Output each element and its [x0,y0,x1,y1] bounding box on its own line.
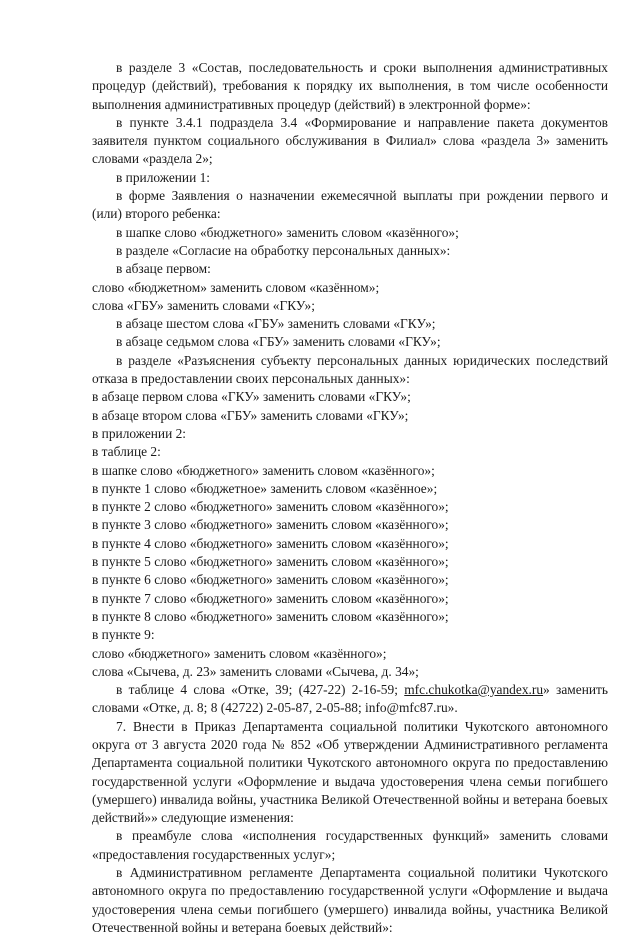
amendment-paragraph: в пункте 3 слово «бюджетного» заменить словом «казённого»; [92,517,449,533]
amendment-paragraph: в абзаце шестом слова «ГБУ» заменить словами «ГКУ»; [116,316,436,332]
amendment-paragraph: слово «бюджетном» заменить словом «казённом»; [92,279,380,295]
section-7-paragraph: 7. Внести в Приказ Департамента социальной политики Чукотского автономного округа от 3 августа 2020 года № 852 «Об утверждении Административного регламента Департамента социальной политики Чукотского автономного округа по предоставлению государственной услуги «Оформление и выдача удостоверения члена семьи погибшего (умершего) инвалида войны, участника Великой Отечественной войны и ветерана боевых действий»» следующие изменения: [92,718,608,826]
table4-text-before: в таблице 4 слова «Отке, 39; (427-22) 2-16-59; [116,682,405,698]
amendment-paragraph: в шапке слово «бюджетного» заменить словом «казённого»; [92,462,435,478]
document-body [92,59,608,937]
amendment-paragraph: слова «Сычева, д. 23» заменить словами «Сычева, д. 34»; [92,663,419,679]
amendment-list [92,59,608,681]
table4-text-after: » заменить словами «Отке, д. 8; 8 (42722) 2-05-87, 2-05-88; info@mfc87.ru». [92,682,609,716]
amendment-paragraph: в таблице 2: [92,444,161,460]
section-7-paragraph: в Административном регламенте Департамента социальной политики Чукотского автономного округа по предоставлению государственной услуги «Оформление и выдача удостоверения члена семьи погибшего (умершего) инвалида войны, участника Великой Отечественной войны и ветерана боевых действий»: [92,865,608,935]
amendment-paragraph: в абзаце первом: [116,261,211,277]
amendment-paragraph: в абзаце втором слова «ГБУ» заменить словами «ГКУ»; [92,407,409,423]
amendment-paragraph: в пункте 6 слово «бюджетного» заменить словом «казённого»; [92,572,449,588]
amendment-paragraph: слово «бюджетного» заменить словом «казённого»; [92,645,387,661]
amendment-paragraph: в пункте 3.4.1 подраздела 3.4 «Формирование и направление пакета документов заявителя пунктом социального обслуживания в Филиал» слова «раздела 3» заменить словами «раздела 2»; [92,114,608,167]
amendment-paragraph: слова «ГБУ» заменить словами «ГКУ»; [92,297,315,313]
amendment-paragraph: в разделе 3 «Состав, последовательность и сроки выполнения административных процедур (действий), требования к порядку их выполнения, в том числе особенности выполнения административных процедур (действий) в электронной форме»: [92,60,608,112]
amendment-paragraph: в пункте 7 слово «бюджетного» заменить словом «казённого»; [92,590,449,606]
amendment-paragraph: в пункте 9: [92,627,155,643]
amendment-paragraph: в пункте 5 слово «бюджетного» заменить словом «казённого»; [92,554,449,570]
amendment-paragraph: в абзаце седьмом слова «ГБУ» заменить словами «ГКУ»; [116,334,441,350]
amendment-paragraph: в пункте 2 слово «бюджетного» заменить словом «казённого»; [92,499,449,515]
section-7-list [92,718,608,937]
section-7-paragraph: в преамбуле слова «исполнения государственных функций» заменить словами «предоставления государственных услуг»; [92,828,608,862]
amendment-paragraph: в разделе «Согласие на обработку персональных данных»: [116,242,451,258]
amendment-paragraph: в пункте 4 слово «бюджетного» заменить словом «казённого»; [92,535,449,551]
table4-paragraph [92,681,608,718]
email-link[interactable]: mfc.chukotka@yandex.ru [404,682,544,698]
amendment-paragraph: в пункте 1 слово «бюджетное» заменить словом «казённое»; [92,480,438,496]
amendment-paragraph: в приложении 2: [92,425,187,441]
amendment-paragraph: в разделе «Разъяснения субъекту персональных данных юридических последствий отказа в предоставлении своих персональных данных»: [92,352,608,387]
amendment-paragraph: в шапке слово «бюджетного» заменить словом «казённого»; [116,224,459,240]
amendment-paragraph: в абзаце первом слова «ГКУ» заменить словами «ГКУ»; [92,389,411,405]
amendment-paragraph: в пункте 8 слово «бюджетного» заменить словом «казённого»; [92,608,449,624]
amendment-paragraph: в форме Заявления о назначении ежемесячной выплаты при рождении первого и (или) второго ребенка: [92,188,608,222]
amendment-paragraph: в приложении 1: [116,169,211,185]
